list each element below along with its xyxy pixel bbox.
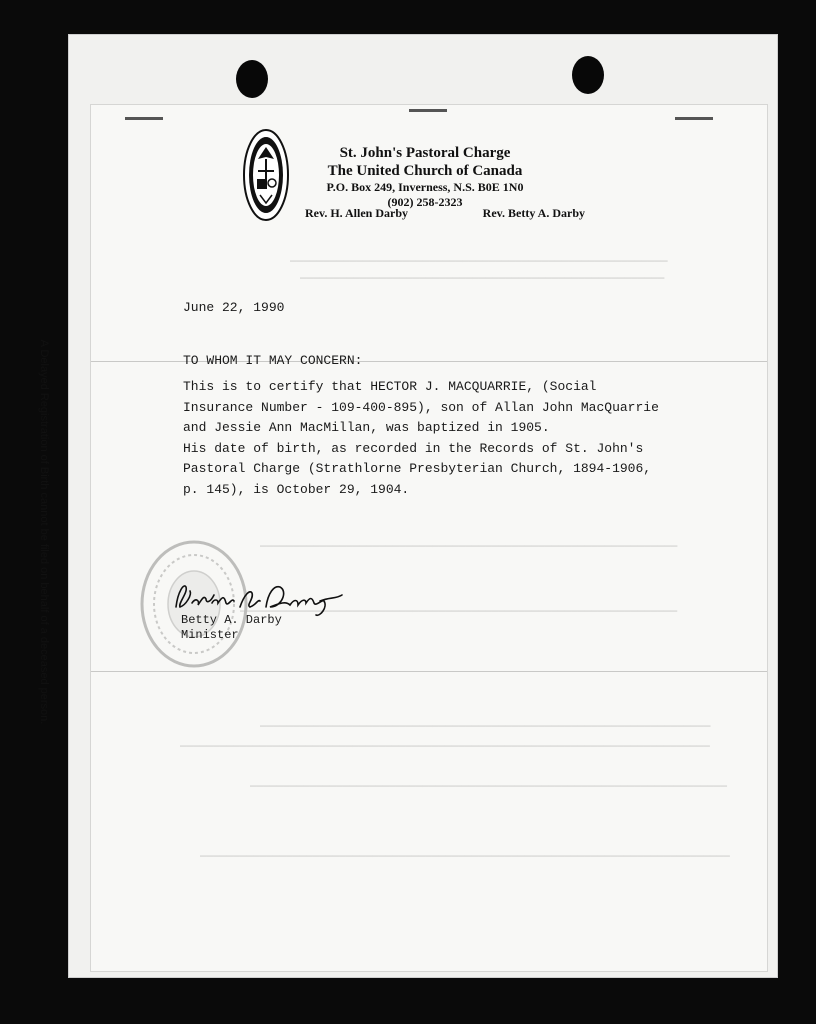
letter-date: June 22, 1990 [183,300,285,315]
letterhead-church-name: The United Church of Canada [327,162,523,179]
punch-hole-right [572,56,604,94]
body-line: p. 145), is October 29, 1904. [183,481,410,497]
body-line: His date of birth, as recorded in the Records of St. John's [183,440,644,456]
minister-name: Rev. Betty A. Darby [482,206,585,220]
body-line: This is to certify that HECTOR J. MACQUARRIE, (Social [183,379,597,394]
sheet-tick-mark [409,109,447,112]
sheet-tick-mark [675,117,713,120]
letter-salutation: TO WHOM IT MAY CONCERN: [183,353,363,368]
signer-title: Minister [181,628,239,642]
punch-hole-left [236,60,268,98]
letterhead-ministers [305,206,585,221]
sheet-tick-mark [125,117,163,120]
united-church-crest-icon [243,129,289,221]
signer-name: Betty A. Darby [181,613,282,627]
minister-name: Rev. H. Allen Darby [305,206,409,220]
letterhead-charge-name: St. John's Pastoral Charge [339,145,511,161]
letter-body [183,377,683,501]
letterhead [300,145,550,209]
side-caption: A Delayed Registration of Birth cannot be filed on behalf of a deceased person. [38,339,50,725]
body-line: and Jessie Ann MacMillan, was baptized in 1905. [183,420,550,436]
letterhead-address: P.O. Box 249, Inverness, N.S. B0E 1N0 [326,180,524,195]
body-line: Insurance Number - 109-400-895), son of Allan John MacQuarrie [183,399,659,415]
body-line: Pastoral Charge (Strathlorne Presbyterian Church, 1894-1906, [183,461,652,477]
fold-line [91,671,767,672]
letterhead-phone: (902) 258-2323 [387,194,463,209]
